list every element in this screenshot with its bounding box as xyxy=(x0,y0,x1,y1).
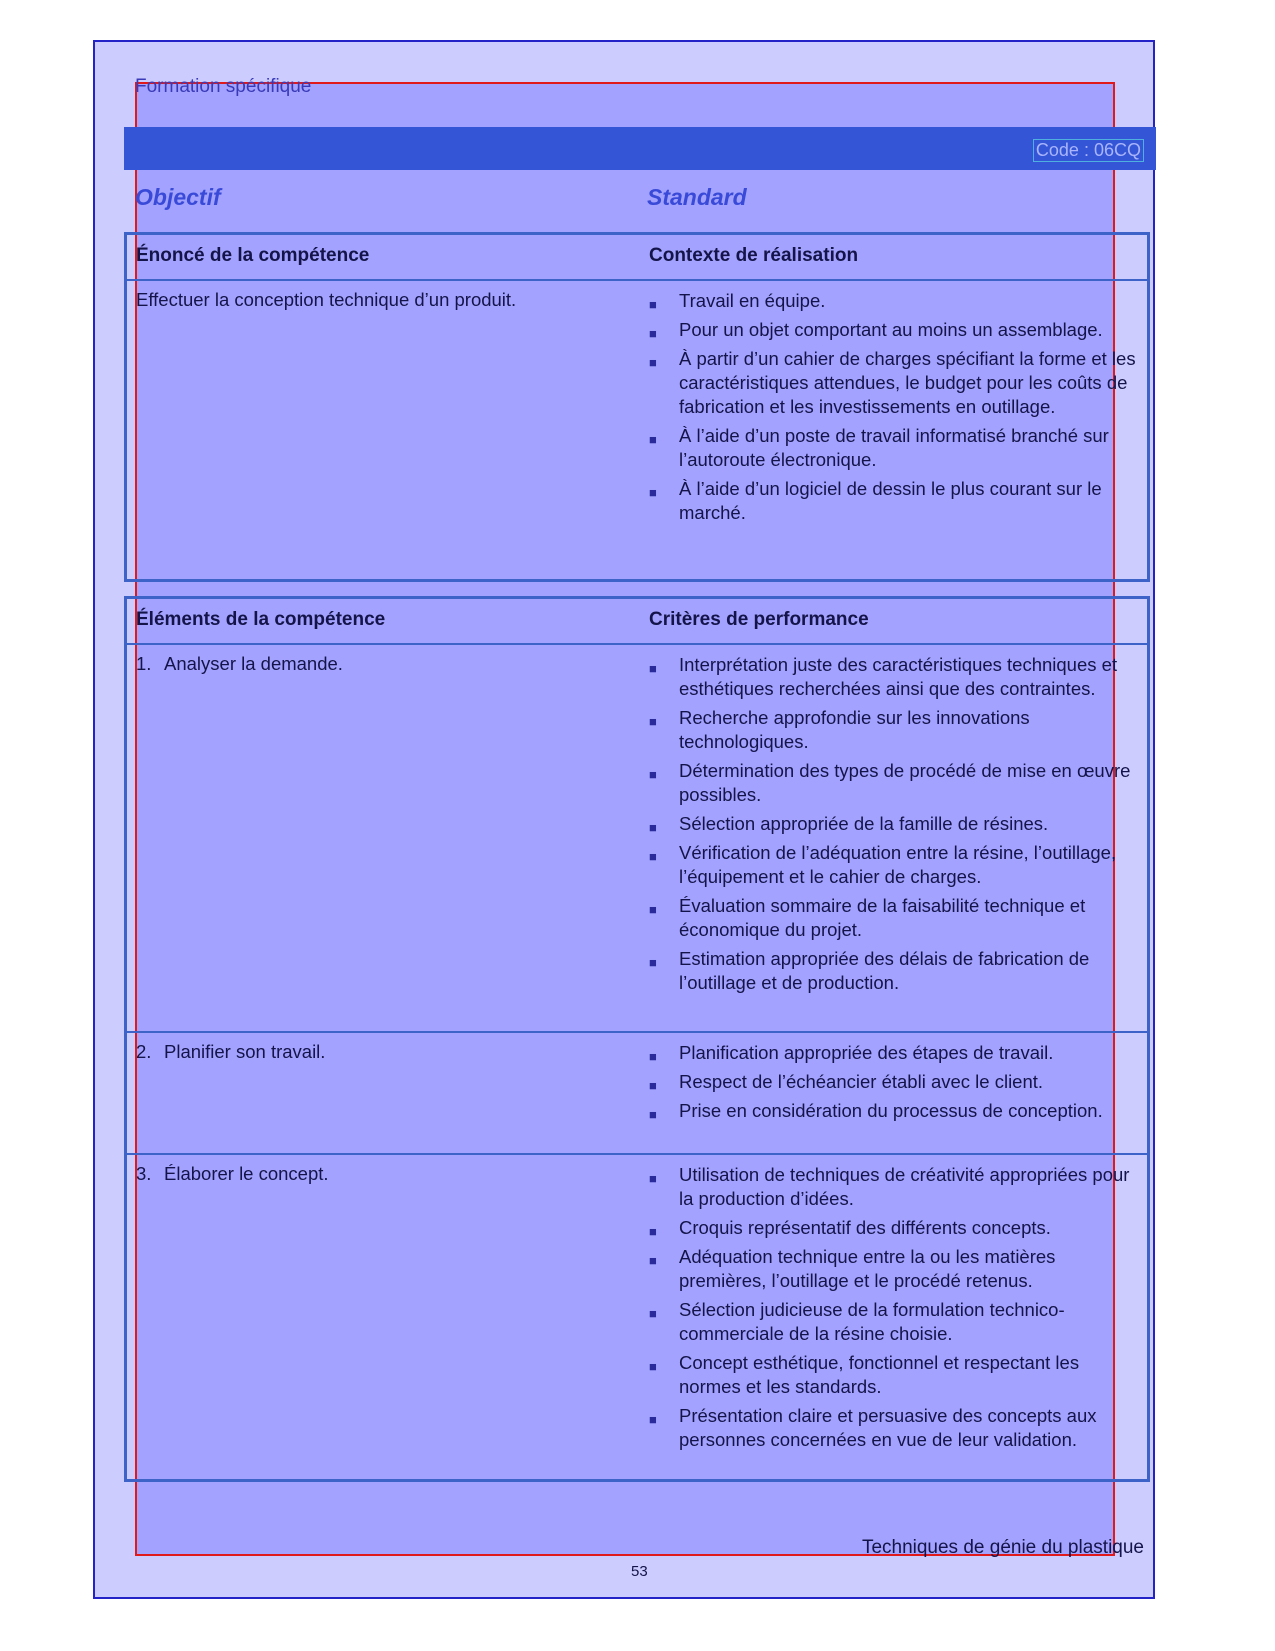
bullet-icon: ■ xyxy=(649,432,657,447)
criterion-item: ■ Estimation appropriée des délais de fabrication de l’outillage et de production. xyxy=(649,948,1090,993)
criterion-item: ■ Sélection appropriée de la famille de résines. xyxy=(649,812,1141,836)
bullet-icon: ■ xyxy=(649,820,657,835)
code-band xyxy=(124,127,1156,170)
page-number: 53 xyxy=(631,1563,648,1580)
criterion-item: ■ Planification appropriée des étapes de travail. xyxy=(649,1041,1141,1065)
competency-code xyxy=(1033,139,1144,162)
competence-table xyxy=(124,232,1150,582)
objectif-heading: Objectif xyxy=(135,184,221,210)
bullet-icon: ■ xyxy=(649,1171,657,1186)
criterion-item: ■ Recherche approfondie sur les innovations technologiques. xyxy=(649,707,1030,752)
criteria-heading: Critères de performance xyxy=(649,609,869,630)
criterion-item: ■ Détermination des types de procédé de mise en œuvre possibles. xyxy=(649,760,1131,805)
bullet-icon: ■ xyxy=(649,661,657,676)
criteria-list xyxy=(649,1163,1141,1457)
elements-table-header xyxy=(127,599,1147,645)
criterion-item: ■ Utilisation de techniques de créativité appropriées pour la production d’idées. xyxy=(649,1164,1130,1209)
bullet-icon: ■ xyxy=(649,326,657,341)
bullet-icon: ■ xyxy=(649,902,657,917)
code-value: 06CQ xyxy=(1093,140,1141,160)
bullet-icon: ■ xyxy=(649,1253,657,1268)
bullet-icon: ■ xyxy=(649,1049,657,1064)
context-item: ■ À l’aide d’un logiciel de dessin le plus courant sur le marché. xyxy=(649,478,1102,523)
criteria-list xyxy=(649,1041,1141,1128)
element-title: 2. Planifier son travail. xyxy=(136,1041,326,1062)
criterion-item: ■ Présentation claire et persuasive des concepts aux personnes concernées en vue de leur validation. xyxy=(649,1405,1097,1450)
bullet-icon: ■ xyxy=(649,714,657,729)
element-title: 1. Analyser la demande. xyxy=(136,653,343,674)
context-item: ■ Travail en équipe. xyxy=(649,289,1141,313)
bullet-icon: ■ xyxy=(649,767,657,782)
criterion-item: ■ Respect de l’échéancier établi avec le client. xyxy=(649,1070,1141,1094)
criterion-item: ■ Concept esthétique, fonctionnel et respectant les normes et les standards. xyxy=(649,1352,1080,1397)
bullet-icon: ■ xyxy=(649,1107,657,1122)
running-title: Formation spécifique xyxy=(135,76,312,97)
criterion-item: ■ Adéquation technique entre la ou les matières premières, l’outillage et le procédé retenus. xyxy=(649,1246,1056,1291)
bullet-icon: ■ xyxy=(649,355,657,370)
element-title: 3. Élaborer le concept. xyxy=(136,1163,329,1184)
elements-heading: Éléments de la compétence xyxy=(136,609,386,630)
column-headings xyxy=(135,184,1145,218)
context-list xyxy=(649,289,1141,530)
context-heading: Contexte de réalisation xyxy=(649,245,859,266)
standard-heading: Standard xyxy=(647,184,747,210)
statement-heading: Énoncé de la compétence xyxy=(136,245,370,266)
element-row xyxy=(127,1153,1147,1479)
criteria-list xyxy=(649,653,1141,1000)
context-item: ■ Pour un objet comportant au moins un assemblage. xyxy=(649,318,1141,342)
competence-row xyxy=(127,281,1147,577)
program-name: Techniques de génie du plastique xyxy=(861,1537,1144,1558)
code-label: Code : xyxy=(1035,140,1089,160)
bullet-icon: ■ xyxy=(649,849,657,864)
criterion-item: ■ Croquis représentatif des différents concepts. xyxy=(649,1216,1141,1240)
elements-table xyxy=(124,596,1150,1482)
criterion-item: ■ Évaluation sommaire de la faisabilité technique et économique du projet. xyxy=(649,895,1086,940)
criterion-item: ■ Vérification de l’adéquation entre la résine, l’outillage, l’équipement et le cahier de charges. xyxy=(649,842,1117,887)
context-item: ■ À l’aide d’un poste de travail informatisé branché sur l’autoroute électronique. xyxy=(649,425,1109,470)
context-item: ■ À partir d’un cahier de charges spécifiant la forme et les caractéristiques attendues, le budget pour les coûts de fabrication et les investissements en outillage. xyxy=(649,348,1136,417)
bullet-icon: ■ xyxy=(649,1359,657,1374)
criterion-item: ■ Sélection judicieuse de la formulation technico-commerciale de la résine choisie. xyxy=(649,1299,1065,1344)
bullet-icon: ■ xyxy=(649,297,657,312)
bullet-icon: ■ xyxy=(649,1224,657,1239)
element-row xyxy=(127,645,1147,1031)
bullet-icon: ■ xyxy=(649,485,657,500)
bullet-icon: ■ xyxy=(649,1306,657,1321)
bullet-icon: ■ xyxy=(649,1412,657,1427)
bullet-icon: ■ xyxy=(649,955,657,970)
element-row xyxy=(127,1031,1147,1153)
criterion-item: ■ Interprétation juste des caractéristiques techniques et esthétiques recherchées ainsi que des contraintes. xyxy=(649,654,1118,699)
competence-table-header xyxy=(127,235,1147,281)
bullet-icon: ■ xyxy=(649,1078,657,1093)
competence-statement: Effectuer la conception technique d’un produit. xyxy=(136,289,517,310)
criterion-item: ■ Prise en considération du processus de conception. xyxy=(649,1099,1141,1123)
